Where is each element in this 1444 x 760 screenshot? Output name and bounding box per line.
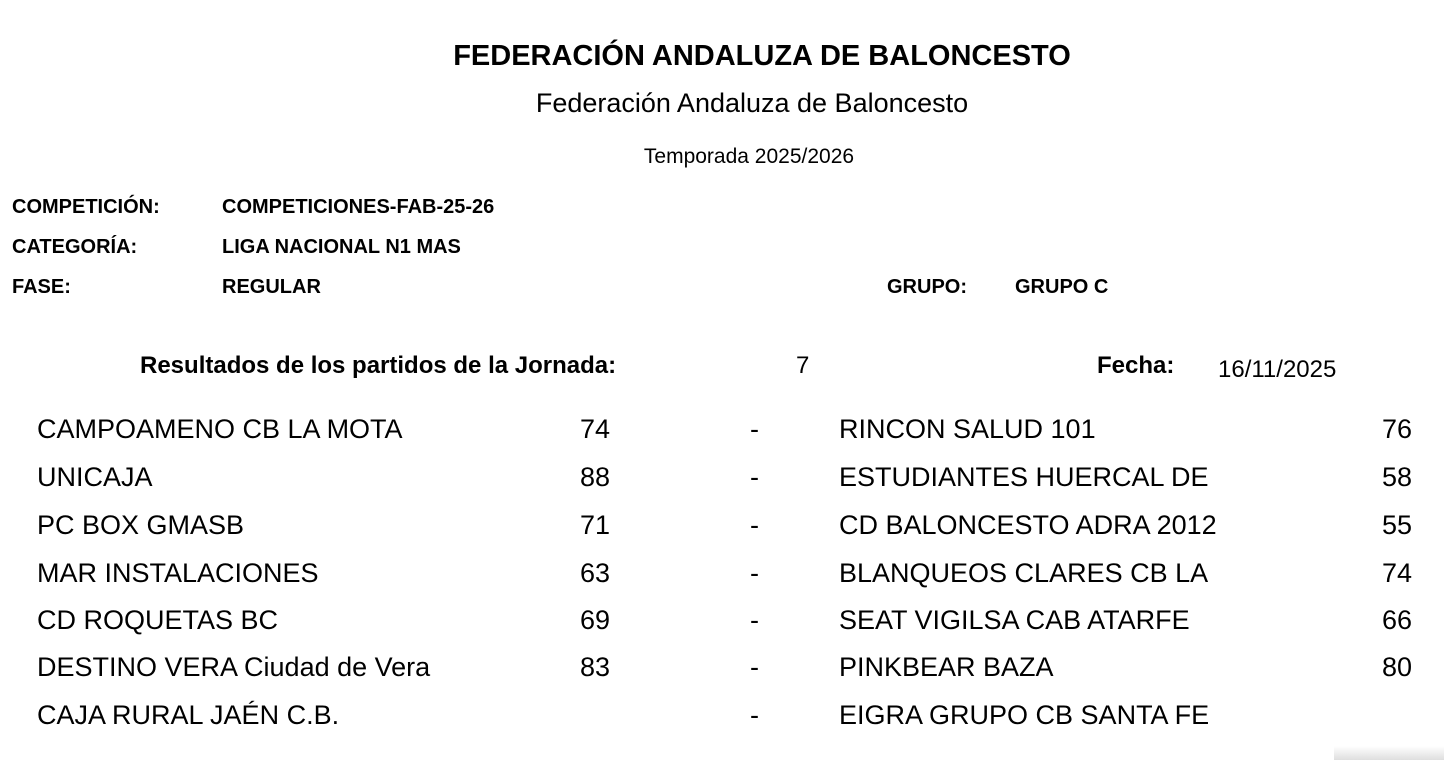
away-team: RINCON SALUD 101 — [839, 414, 1096, 444]
fase-value: REGULAR — [222, 276, 321, 298]
score-separator: - — [750, 605, 759, 635]
score-separator: - — [750, 510, 759, 540]
jornada-number: 7 — [796, 352, 810, 379]
match-row — [0, 510, 1444, 550]
match-row — [0, 414, 1444, 454]
away-score: 80 — [1382, 652, 1413, 682]
jornada-label: Resultados de los partidos de la Jornada: — [140, 352, 617, 379]
grupo-label: GRUPO: — [887, 276, 967, 298]
season-label: Temporada 2025/2026 — [643, 145, 855, 168]
match-row — [0, 462, 1444, 502]
away-team: CD BALONCESTO ADRA 2012 — [839, 510, 1217, 540]
home-score: 83 — [580, 652, 611, 682]
home-team: CAJA RURAL JAÉN C.B. — [37, 700, 340, 730]
away-score: 55 — [1382, 510, 1413, 540]
home-team: UNICAJA — [37, 462, 153, 492]
home-score: 88 — [580, 462, 611, 492]
grupo-value: GRUPO C — [1015, 276, 1109, 298]
score-separator: - — [750, 652, 759, 682]
home-score: 74 — [580, 414, 611, 444]
home-team: CD ROQUETAS BC — [37, 605, 279, 635]
fecha-label: Fecha: — [1097, 352, 1175, 379]
home-team: CAMPOAMENO CB LA MOTA — [37, 414, 403, 444]
away-score: 58 — [1382, 462, 1413, 492]
home-team: MAR INSTALACIONES — [37, 558, 319, 588]
home-score: 63 — [580, 558, 611, 588]
home-score: 71 — [580, 510, 611, 540]
categoria-value: LIGA NACIONAL N1 MAS — [222, 236, 461, 258]
federation-subtitle: Federación Andaluza de Baloncesto — [535, 88, 969, 118]
fecha-value: 16/11/2025 — [1218, 356, 1337, 383]
competicion-value: COMPETICIONES-FAB-25-26 — [222, 196, 495, 218]
score-separator: - — [750, 558, 759, 588]
page-edge-shadow — [1334, 746, 1444, 760]
score-separator: - — [750, 414, 759, 444]
fase-label: FASE: — [12, 276, 71, 298]
away-score: 66 — [1382, 605, 1413, 635]
away-score: 74 — [1382, 558, 1413, 588]
away-team: PINKBEAR BAZA — [839, 652, 1054, 682]
match-row — [0, 605, 1444, 645]
competicion-label: COMPETICIÓN: — [12, 196, 160, 218]
score-separator: - — [750, 700, 759, 730]
federation-title: FEDERACIÓN ANDALUZA DE BALONCESTO — [453, 40, 1071, 72]
away-team: BLANQUEOS CLARES CB LA — [839, 558, 1209, 588]
home-team: DESTINO VERA Ciudad de Vera — [37, 652, 431, 682]
score-separator: - — [750, 462, 759, 492]
match-row — [0, 652, 1444, 692]
match-row — [0, 700, 1444, 740]
away-team: ESTUDIANTES HUERCAL DE — [839, 462, 1209, 492]
home-team: PC BOX GMASB — [37, 510, 245, 540]
home-score: 69 — [580, 605, 611, 635]
away-score: 76 — [1382, 414, 1413, 444]
categoria-label: CATEGORÍA: — [12, 236, 138, 258]
away-team: SEAT VIGILSA CAB ATARFE — [839, 605, 1190, 635]
match-row — [0, 558, 1444, 598]
away-team: EIGRA GRUPO CB SANTA FE — [839, 700, 1210, 730]
